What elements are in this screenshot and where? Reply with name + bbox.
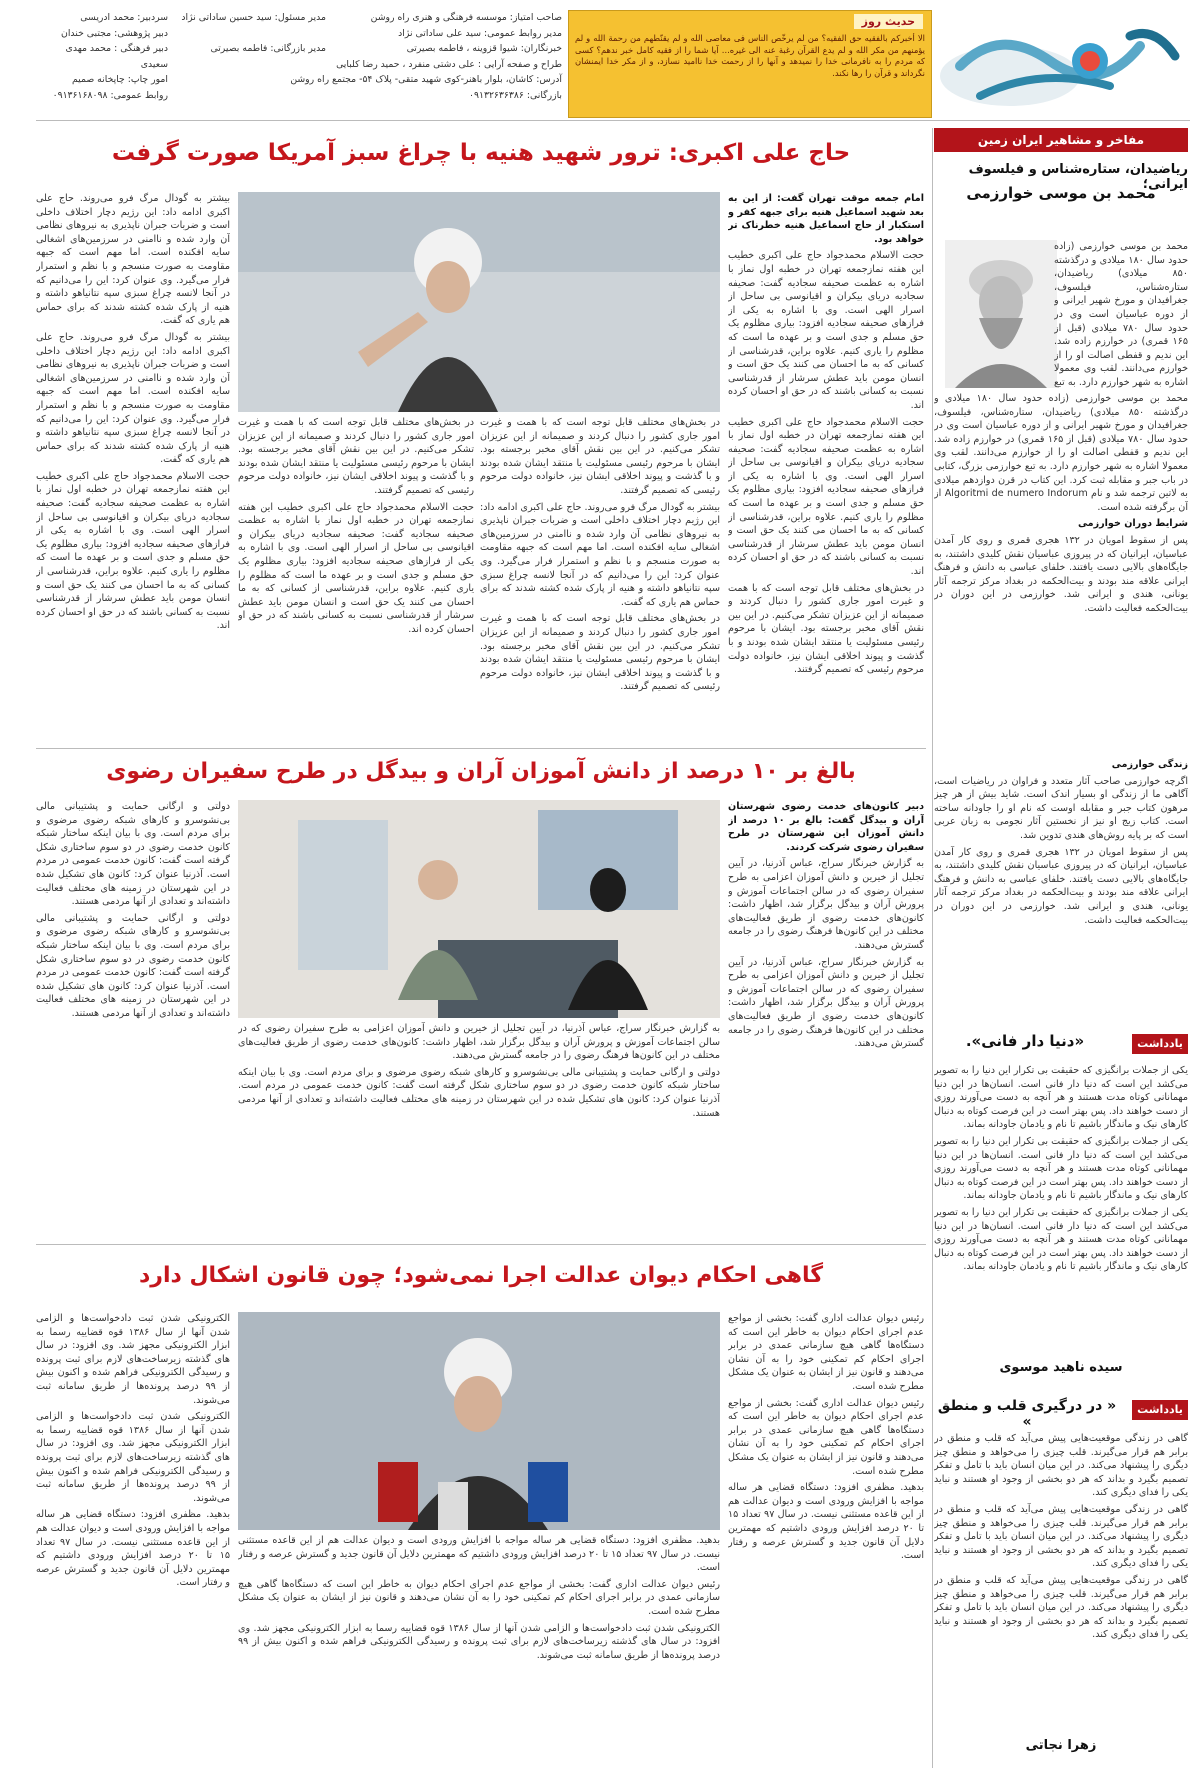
credit-line: مدیر مسئول: سید حسین ساداتی نژاد bbox=[181, 12, 326, 23]
article1-left-text-3: حجت الاسلام محمدجواد حاج علی اکبری خطیب این هفته نمازجمعه تهران در خطبه اول نماز با اشاره به عظمت صحیفه سجادیه گفت: صحیفه سجادیه دریای بیکران و اقیانوسی بی ساحل از اسرار الهی است. وی با اشاره به یکی از فرازهای صحیفه سجادیه افزود: بیاری مظلوم یک حق مسلم و جدی است و بر عهده ما است که مظلوم را یاری کنیم. علاوه براین، قدرشناسی از کسانی که به ما احسان می کنند یک حق است و انسان مومن باید عطش سرشار از قدرشناسی نسبت به کسانی باشند که در حق او احسان کرده اند. bbox=[36, 470, 230, 632]
masthead-col2 bbox=[176, 10, 326, 57]
sidebar-body: محمد بن موسی خوارزمی (زاده حدود سال ۱۸۰ میلادی و درگذشته ۸۵۰ میلادی) ریاضیدان، ستاره‌شناس، فیلسوف، جغرافیدان و مورخ شهیر ایرانی و از دوره عباسیان است وی در حدود سال ۷۸۰ میلادی (قبل از ۱۶۵ قمری) در خوارزم زاده شد. این ندیم و قفطی اصالت او را از خوارزم می‌دانند. لقب وی معمولا اشاره به شهر خوارزم دارد. به تبع bbox=[1054, 241, 1188, 388]
note1-body bbox=[934, 1064, 1188, 1354]
sidebar-body-cont bbox=[934, 392, 1188, 752]
article2-left-text-2: دولتی و ارگانی حمایت و پشتیبانی مالی بی‌نشوسرو و کارهای شبکه رضوی مرضوی و برای مردم است. وی با بیان اینکه ساختار شبکه کانون خدمت رضوی در دو سوم ساختاری شکل گرفته است گفت: کانون خدمت عمومی در مردم است. آذرنیا عنوان کرد: کانون های تشکیل شده در این شهرستان در زمینه های مختلف فعالیت داشته‌اند و تعدادی از آنها مردمی هستند. bbox=[36, 912, 230, 1019]
masthead-col1 bbox=[290, 10, 562, 104]
note1-tag: یادداشت bbox=[1132, 1034, 1188, 1054]
article3-text-2: رئیس دیوان عدالت اداری گفت: بخشی از مواجع عدم اجرای احکام دیوان به خاطر این است که دستگاه‌ها گاهی هیچ سازمانی عمدی در برابر اجرای احکام کم تمکینی خود را به آن نشان می‌دهند و قانون نیز از ایشان به عنوان یک مشکل مطرح شده است. bbox=[728, 1397, 924, 1477]
article3-headline: گاهی احکام دیوان عدالت اجرا نمی‌شود؛ چون قانون اشکال دارد bbox=[139, 1263, 823, 1288]
credit-line: مدیر بازرگانی: فاطمه بصیرتی bbox=[210, 43, 326, 55]
article1-mid2-text: در بخش‌های مختلف قابل توجه است که با همت و غیرت امور جاری کشور را دنبال کردند و صمیمانه از این عزیزان تشکر می‌کنیم. در این بین نقش آقای مخبر برجسته بود. ایشان با مرحوم رئیسی مسئولیت یا منتقد ایشان شده بودند و با گذشت و پیوند اخلاقی ایشان نیز، خانواده دولت مرحوم رئیسی که تصمیم گرفتند. bbox=[238, 417, 474, 496]
note1-text: یکی از جملات برانگیزی که حقیقت بی‌ تکرار این دنیا را به تصویر می‌کشد این است که دنیا دار فانی است. انسان‌ها در این دنیا مهمانانی کوتاه مدت هستند و هر آنچه به دست می‌آورند روزی از دست خواهند داد. پس بهتر است در این فرصت کوتاه به دنبال کارهای نیک و ماندگار باشیم تا نام و یادمان جاودانه بماند. bbox=[934, 1065, 1188, 1131]
article1-left-text-2: بیشتر به گودال مرگ فرو می‌روند. حاج علی اکبری ادامه داد: این رژیم دچار اختلاف داخلی است و ضربات جبران ناپذیری به نیروهای نظامی آن وارد شده و ناامنی در سرزمین‌های اشغالی سایه افکنده است. اما مهم است که جبهه مقاومت به صورت منسجم و با نظم و استمرار فرار می‌گیرد. وی عنوان کرد: این را می‌دانیم که در آنجا لانسه چراغ سبزی سپه نتانیاهو داشته و هنیه از پارک شده کشته شدند که برای حماس هم یاری که گفت. bbox=[36, 331, 230, 466]
article1-col-mid1 bbox=[480, 416, 720, 742]
article1-left-text: بیشتر به گودال مرگ فرو می‌روند. حاج علی اکبری ادامه داد: این رژیم دچار اختلاف داخلی است و ضربات جبران ناپذیری به نیروهای نظامی آن وارد شده و ناامنی در سرزمین‌های اشغالی سایه افکنده است. اما مهم است که جبهه مقاومت به صورت منسجم و با نظم و استمرار فرار می‌گیرد. وی عنوان کرد: این را می‌دانیم که در آنجا لانسه چراغ سبزی سپه نتانیاهو داشته و هنیه از پارک شده کشته شدند که برای حماس هم یاری که گفت. bbox=[36, 193, 230, 327]
logo bbox=[940, 6, 1188, 118]
article3-photo bbox=[238, 1312, 720, 1530]
note1-author: سیده ناهید موسوی bbox=[999, 1360, 1123, 1375]
note2-tag: یادداشت bbox=[1132, 1400, 1188, 1420]
article1-mid-text-2: بیشتر به گودال مرگ فرو می‌روند. حاج علی اکبری ادامه داد: این رژیم دچار اختلاف داخلی است و ضربات جبران ناپذیری به نیروهای نظامی آن وارد شده و ناامنی در سرزمین‌های اشغالی سایه افکنده است. اما مهم است که جبهه مقاومت به صورت منسجم و با نظم و استمرار فرار می‌گیرد. وی عنوان کرد: این را می‌دانیم که در آنجا لانسه چراغ سبزی سپه نتانیاهو داشته و هنیه از پارک شده کشته شدند که برای حماس هم یاری که گفت. bbox=[480, 501, 720, 608]
credit-line: آدرس: کاشان، بلوار باهنر-کوی شهید متقی- پلاک ۵۴- مجتمع راه روشن bbox=[290, 74, 562, 86]
sidebar-subbody-2b: پس از سقوط امویان در ۱۳۲ هجری قمری و روی کار آمدن عباسیان، ایرانیان که در پیروزی عباسیان نقش کلیدی داشتند، به جایگاه‌های بالایی دست یافتند. خلفای عباسی به دانش و فرهنگ ایرانی علاقه مند بودند و بیت‌الحکمه در بغداد مرکز ترجمه آثار یونانی، هندی و ایرانی شد. خوارزمی در این دوران در بیت‌الحکمه فعالیت داشت. bbox=[934, 846, 1188, 926]
article2-photo bbox=[238, 800, 720, 1018]
article2-col-mid bbox=[238, 1022, 720, 1236]
credit-line: صاحب امتیاز: موسسه فرهنگی و هنری راه روشن bbox=[370, 12, 562, 23]
sidebar-subhead-2: زندگی خوارزمی bbox=[1111, 759, 1188, 770]
article2-lead: دبیر کانون‌های خدمت رضوی شهرستان آران و بیدگل گفت: بالغ بر ۱۰ درصد از دانش آموزان این شهرستان در طرح سفیران رضوی شرکت کردند. bbox=[728, 801, 924, 853]
article2-col-left bbox=[36, 800, 230, 1236]
article3-text-3: بدهید. مظفری افزود: دستگاه قضایی هر ساله مواجه با افزایش ورودی است و دیوان عدالت هم از این قاعده مستثنی نیست. در سال ۹۷ تعداد ۱۵ تا ۲۰ درصد افزایش ورودی داشتیم که مهمترین دلایل آن قانون جدید و گسترش عرصه و رفتار است. bbox=[728, 1482, 924, 1562]
note2-author: زهرا نجاتی bbox=[1025, 1738, 1097, 1753]
article3-mid-text-2: رئیس دیوان عدالت اداری گفت: بخشی از مواجع عدم اجرای احکام دیوان به خاطر این است که دستگاه‌ها گاهی هیچ سازمانی عمدی در برابر اجرای احکام کم تمکینی خود را به آن نشان می‌دهند و قانون نیز از ایشان به عنوان یک مشکل مطرح شده است. bbox=[238, 1578, 720, 1617]
divider-a2-a3 bbox=[36, 1244, 926, 1245]
article3-mid-text: بدهید. مظفری افزود: دستگاه قضایی هر ساله مواجه با افزایش ورودی است و دیوان عدالت هم از این قاعده مستثنی نیست. در سال ۹۷ تعداد ۱۵ تا ۲۰ درصد افزایش ورودی داشتیم که مهمترین دلایل آن قانون جدید و گسترش عرصه و رفتار است. bbox=[238, 1535, 720, 1574]
sidebar-life bbox=[934, 758, 1188, 1026]
article2-mid-text-2: دولتی و ارگانی حمایت و پشتیبانی مالی بی‌نشوسرو و کارهای شبکه رضوی مرضوی و برای مردم است. وی با بیان اینکه ساختار شبکه کانون خدمت رضوی در دو سوم ساختاری شکل گرفته است گفت: کانون خدمت عمومی در مردم است. آذرنیا عنوان کرد: کانون های تشکیل شده در این شهرستان در زمینه های مختلف فعالیت داشته‌اند و تعدادی از آنها مردمی هستند. bbox=[238, 1066, 720, 1119]
article1-text-3: در بخش‌های مختلف قابل توجه است که با همت و غیرت امور جاری کشور را دنبال کردند و صمیمانه از این عزیزان تشکر می‌کنیم. در این بین نقش آقای مخبر برجسته بود. ایشان با مرحوم رئیسی مسئولیت یا منتقد ایشان شده بودند و با گذشت و پیوند اخلاقی ایشان نیز، خانواده دولت مرحوم رئیسی که تصمیم گرفتند. bbox=[728, 582, 924, 676]
article1-text: حجت الاسلام محمدجواد حاج علی اکبری خطیب این هفته نمازجمعه تهران در خطبه اول نماز با اشاره به عظمت صحیفه سجادیه گفت: صحیفه سجادیه دریای بیکران و اقیانوسی بی ساحل از اسرار الهی است. وی با اشاره به یکی از فرازهای صحیفه سجادیه افزود: بیاری مظلوم یک حق مسلم و جدی است و بر عهده ما است که مظلوم را یاری کنیم. علاوه براین، قدرشناسی از کسانی که به ما احسان می کنند یک حق است و انسان مومن باید عطش سرشار از قدرشناسی نسبت به کسانی باشند که در حق او احسان کرده اند. bbox=[728, 250, 924, 411]
article2-text: به گزارش خبرنگار سراج، عباس آذرنیا، در آیین تجلیل از خیرین و دانش آموزان اعزامی به طرح سفیران رضوی که در سالن اجتماعات آموزش و پرورش آران و بیدگل برگزار شد، اظهار داشت: کانون‌های خدمت رضوی از طریق فعالیت‌های مختلف در این کانون‌ها فرهنگ رضوی را در جامعه گسترش می‌دهند. bbox=[728, 858, 924, 951]
article1-col-mid2 bbox=[238, 416, 474, 742]
credit-line: خبرنگاران: شیوا قزوینه ، فاطمه بصیرتی bbox=[406, 43, 562, 55]
hadith-box bbox=[568, 10, 932, 118]
sidebar-subbody: پس از سقوط امویان در ۱۳۲ هجری قمری و روی کار آمدن عباسیان، ایرانیان که در پیروزی عباسیان نقش کلیدی داشتند، به جایگاه‌های بالایی دست یافتند. خلفای عباسی به دانش و فرهنگ ایرانی علاقه مند بودند و بیت‌الحکمه در بغداد مرکز ترجمه آثار یونانی، هندی و ایرانی شد. خوارزمی در این دوران در بیت‌الحکمه فعالیت داشت. bbox=[934, 534, 1188, 614]
article3-text: رئیس دیوان عدالت اداری گفت: بخشی از مواجع عدم اجرای احکام دیوان به خاطر این است که دستگاه‌ها گاهی هیچ سازمانی عمدی در برابر اجرای احکام کم تمکینی خود را به آن نشان می‌دهند و قانون نیز از ایشان به عنوان یک مشکل مطرح شده است. bbox=[728, 1313, 924, 1392]
article1-photo bbox=[238, 192, 720, 412]
article1-lead: امام جمعه موقت تهران گفت: از این به بعد شهید اسماعیل هنیه برای جبهه کفر و استکبار از حاج اسماعیل هنیه خطرناک تر خواهد بود. bbox=[728, 193, 924, 245]
article1-mid-text: در بخش‌های مختلف قابل توجه است که با همت و غیرت امور جاری کشور را دنبال کردند و صمیمانه از این عزیزان تشکر می‌کنیم. در این بین نقش آقای مخبر برجسته بود. ایشان با مرحوم رئیسی مسئولیت یا منتقد ایشان شده بودند و با گذشت و پیوند اخلاقی ایشان نیز، خانواده دولت مرحوم رئیسی که تصمیم گرفتند. bbox=[480, 417, 720, 496]
article2-col-right bbox=[728, 800, 924, 1236]
article2-mid-text: به گزارش خبرنگار سراج، عباس آذرنیا، در آیین تجلیل از خیرین و دانش آموزان اعزامی به طرح سفیران رضوی که در سالن اجتماعات آموزش و پرورش آران و بیدگل برگزار شد، اظهار داشت: کانون‌های خدمت رضوی از طریق فعالیت‌های مختلف در این کانون‌ها فرهنگ رضوی را در جامعه گسترش می‌دهند. bbox=[238, 1023, 720, 1062]
note2-title: « در درگیری قلب و منطق » bbox=[937, 1398, 1117, 1430]
note2-body bbox=[934, 1432, 1188, 1724]
article3-col-left bbox=[36, 1312, 230, 1768]
credit-line: دبیر پژوهشی: مجتبی خندان bbox=[61, 27, 168, 39]
note1-text-2: یکی از جملات برانگیزی که حقیقت بی‌ تکرار این دنیا را به تصویر می‌کشد این است که دنیا دار فانی است. انسان‌ها در این دنیا مهمانانی کوتاه مدت هستند و هر آنچه به دست می‌آورند روزی از دست خواهند داد. پس بهتر است در این فرصت کوتاه به دنبال کارهای نیک و ماندگار باشیم تا نام و یادمان جاودانه بماند. bbox=[934, 1135, 1188, 1202]
article3-left-text-2: الکترونیکی شدن ثبت دادخواست‌ها و الزامی شدن آنها از سال ۱۳۸۶ قوه قضاییه رسما به ابزار الکترونیکی مجهز شد. وی افزود: در سال های گذشته زیرساخت‌های لازم برای ثبت پرونده و رسیدگی الکترونیکی فراهم شده و اکنون بیش از ۹۹ درصد پرونده‌ها از طریق سامانه ثبت می‌شوند. bbox=[36, 1411, 230, 1504]
article1-col-left bbox=[36, 192, 230, 742]
sidebar-section-bar: مفاخر و مشاهیر ایران زمین bbox=[934, 128, 1188, 152]
hadith-title: حدیث روز bbox=[854, 14, 923, 29]
sidebar-subbody-2: اگرچه خوارزمی صاحب آثار متعدد و فراوان در ریاضیات است، آگاهی ما از زندگی او بسیار اندک است. شاید بیش از هر چیز مرهون کتاب جبر و مقابله اوست که نام او را جاودانه ساخته است. کتاب زیج او نیز از نخستین آثار نجومی به زبان عربی است که بر پایه روش‌های هندی تدوین شد. bbox=[934, 775, 1188, 841]
article2-text-2: به گزارش خبرنگار سراج، عباس آذرنیا، در آیین تجلیل از خیرین و دانش آموزان اعزامی به طرح سفیران رضوی که در سالن اجتماعات آموزش و پرورش آران و بیدگل برگزار شد، اظهار داشت: کانون‌های خدمت رضوی از طریق فعالیت‌های مختلف در این کانون‌ها فرهنگ رضوی را در جامعه گسترش می‌دهند. bbox=[728, 956, 924, 1050]
sidebar-title: محمد بن موسی خوارزمی bbox=[966, 184, 1156, 202]
sidebar-subhead: شرایط دوران خوارزمی bbox=[1077, 518, 1188, 530]
article3-mid-text-3: الکترونیکی شدن ثبت دادخواست‌ها و الزامی شدن آنها از سال ۱۳۸۶ قوه قضاییه رسما به ابزار الکترونیکی مجهز شد. وی افزود: در سال های گذشته زیرساخت‌های لازم برای ثبت پرونده و رسیدگی الکترونیکی فراهم شده و اکنون بیش از ۹۹ درصد پرونده‌ها از طریق سامانه ثبت می‌شوند. bbox=[238, 1622, 720, 1661]
khwarizmi-portrait bbox=[945, 240, 1057, 388]
article3-left-text-3: بدهید. مظفری افزود: دستگاه قضایی هر ساله مواجه با افزایش ورودی است و دیوان عدالت هم از این قاعده مستثنی نیست. در سال ۹۷ تعداد ۱۵ تا ۲۰ درصد افزایش ورودی داشتیم که مهمترین دلایل آن قانون جدید و گسترش عرصه و رفتار است. bbox=[36, 1509, 230, 1589]
note2-text-3: گاهی در زندگی موقعیت‌هایی پیش می‌آید که قلب و منطق در برابر هم قرار می‌گیرند. قلب چیزی را می‌خواهد و منطق چیز دیگری را پیشنهاد می‌کند. در این میان انسان باید با تامل و تفکر تصمیم بگیرد و بداند که هر دو بخشی از وجود او هستند و نباید یکی را فدای دیگری کند. bbox=[934, 1574, 1188, 1641]
article1-mid-text-3: در بخش‌های مختلف قابل توجه است که با همت و غیرت امور جاری کشور را دنبال کردند و صمیمانه از این عزیزان تشکر می‌کنیم. در این بین نقش آقای مخبر برجسته بود. ایشان با مرحوم رئیسی مسئولیت یا منتقد ایشان شده بودند و با گذشت و پیوند اخلاقی ایشان نیز، خانواده دولت مرحوم رئیسی که تصمیم گرفتند. bbox=[480, 613, 720, 693]
note2-text: گاهی در زندگی موقعیت‌هایی پیش می‌آید که قلب و منطق در برابر هم قرار می‌گیرند. قلب چیزی را می‌خواهد و منطق چیز دیگری را پیشنهاد می‌کند. در این میان انسان باید با تامل و تفکر تصمیم بگیرد و بداند که هر دو بخشی از وجود او هستند و نباید یکی را فدای دیگری کند. bbox=[934, 1433, 1188, 1499]
sidebar-kicker: ریاضیدان، ستاره‌شناس و فیلسوف ایرانی؛ bbox=[968, 162, 1188, 192]
article1-text-2: حجت الاسلام محمدجواد حاج علی اکبری خطیب این هفته نمازجمعه تهران در خطبه اول نماز با اشاره به عظمت صحیفه سجادیه گفت: صحیفه سجادیه دریای بیکران و اقیانوسی بی ساحل از اسرار الهی است. وی با اشاره به یکی از فرازهای صحیفه سجادیه افزود: بیاری مظلوم یک حق مسلم و جدی است و بر عهده ما است که مظلوم را یاری کنیم. علاوه براین، قدرشناسی از کسانی که به ما احسان می کنند یک حق است و انسان مومن باید عطش سرشار از قدرشناسی نسبت به کسانی باشند که در حق او احسان کرده اند. bbox=[728, 416, 924, 578]
note1-text-3: یکی از جملات برانگیزی که حقیقت بی‌ تکرار این دنیا را به تصویر می‌کشد این است که دنیا دار فانی است. انسان‌ها در این دنیا مهمانانی کوتاه مدت هستند و هر آنچه به دست می‌آورند روزی از دست خواهند داد. پس بهتر است در این فرصت کوتاه به دنبال کارهای نیک و ماندگار باشیم تا نام و یادمان جاودانه بماند. bbox=[934, 1206, 1188, 1273]
credit-line: سردبیر: محمد ادریسی bbox=[80, 12, 168, 23]
credit-line: دبیر فرهنگی : محمد مهدی سعیدی bbox=[65, 43, 168, 70]
article2-left-text: دولتی و ارگانی حمایت و پشتیبانی مالی بی‌نشوسرو و کارهای شبکه رضوی مرضوی و برای مردم است. وی با بیان اینکه ساختار شبکه کانون خدمت رضوی در دو سوم ساختاری شکل گرفته است گفت: کانون خدمت عمومی در مردم است. آذرنیا عنوان کرد: کانون های تشکیل شده در این شهرستان در زمینه های مختلف فعالیت داشته‌اند و تعدادی از آنها مردمی هستند. bbox=[36, 801, 230, 908]
note1-title: «دنیا دار فانی». bbox=[965, 1032, 1085, 1050]
article1-headline: حاج علی اکبری: ترور شهید هنیه با چراغ سبز آمریکا صورت گرفت bbox=[111, 140, 851, 166]
hadith-text: الا أخبرکم بالفقیه حق الفقیه؟ من لم یرخّص الناس فی معاصی الله و لم یقنّطهم من رحمة الله و لم یؤمنهم من مکر الله و لم یدع القرآن رغبة عنه الی غیره... آیا شما را از فقیه کامل خبر ندهم؟ کسی که مردم را به نافرمانی خدا را نمیدهد و آنها را از رحمت خدا ناامید نسازد، و از مکر خدا ایمنشان نگرداند و قرآن را رها نکند. bbox=[575, 33, 925, 78]
credit-line: روابط عمومی: ۰۹۱۳۶۱۶۸۰۹۸ bbox=[52, 89, 168, 101]
note2-text-2: گاهی در زندگی موقعیت‌هایی پیش می‌آید که قلب و منطق در برابر هم قرار می‌گیرند. قلب چیزی را می‌خواهد و منطق چیز دیگری را پیشنهاد می‌کند. در این میان انسان باید با تامل و تفکر تصمیم بگیرد و بداند که هر دو بخشی از وجود او هستند و نباید یکی را فدای دیگری کند. bbox=[934, 1503, 1188, 1570]
masthead-credits bbox=[36, 10, 562, 116]
credit-line: طراح و صفحه آرایی : علی دشتی منفرد ، حمید رضا کلبایی bbox=[336, 58, 562, 70]
article1-col-right bbox=[728, 192, 924, 742]
sidebar-vertical-rule bbox=[932, 128, 933, 1768]
article3-col-right bbox=[728, 1312, 924, 1768]
credit-line: بازرگانی: ۰۹۱۳۲۶۳۶۳۸۶ bbox=[468, 89, 562, 101]
credit-line: مدیر روابط عمومی: سید علی ساداتی نژاد bbox=[398, 27, 562, 39]
article1-mid2-text-2: حجت الاسلام محمدجواد حاج علی اکبری خطیب این هفته نمازجمعه تهران در خطبه اول نماز با اشاره به عظمت صحیفه سجادیه گفت: صحیفه سجادیه دریای بیکران و اقیانوسی بی ساحل از اسرار الهی است. وی با اشاره به یکی از فرازهای صحیفه سجادیه افزود: بیاری مظلوم یک حق مسلم و جدی است و بر عهده ما است که مظلوم را یاری کنیم. علاوه براین، قدرشناسی از کسانی که به ما احسان می کنند یک حق است و انسان مومن باید عطش سرشار از قدرشناسی نسبت به کسانی باشند که در حق او احسان کرده اند. bbox=[238, 501, 474, 635]
article3-left-text: الکترونیکی شدن ثبت دادخواست‌ها و الزامی شدن آنها از سال ۱۳۸۶ قوه قضاییه رسما به ابزار الکترونیکی مجهز شد. وی افزود: در سال های گذشته زیرساخت‌های لازم برای ثبت پرونده و رسیدگی الکترونیکی فراهم شده و اکنون بیش از ۹۹ درصد پرونده‌ها از طریق سامانه ثبت می‌شوند. bbox=[36, 1313, 230, 1406]
divider-a1-a2 bbox=[36, 748, 926, 749]
credit-line: امور چاپ: چاپخانه صمیم bbox=[71, 74, 168, 86]
masthead-col3 bbox=[36, 10, 168, 104]
article3-col-mid bbox=[238, 1534, 720, 1768]
masthead-divider bbox=[36, 120, 1190, 121]
article2-headline: بالغ بر ۱۰ درصد از دانش آموزان آران و بیدگل در طرح سفیران رضوی bbox=[106, 759, 856, 784]
sidebar-body-repeat: محمد بن موسی خوارزمی (زاده حدود سال ۱۸۰ میلادی و درگذشته ۸۵۰ میلادی) ریاضیدان، ستاره‌شناس، فیلسوف، جغرافیدان و مورخ شهیر ایرانی و از دوره عباسیان است وی در حدود سال ۷۸۰ میلادی (قبل از ۱۶۵ قمری) در خوارزم زاده شد. این ندیم و قفطی اصالت او را از خوارزم می‌دانند. لقب وی معمولا اشاره به شهر خوارزم دارد. به تبع خوارزمی بزرگ، کتابی در باب جبر و مقابله ثبت کرد. این کتاب در قرن دوازدهم میلادی به لاتین ترجمه شد و نام Algoritmi de numero Indorum از آن برگرفته شده است. bbox=[934, 393, 1188, 513]
